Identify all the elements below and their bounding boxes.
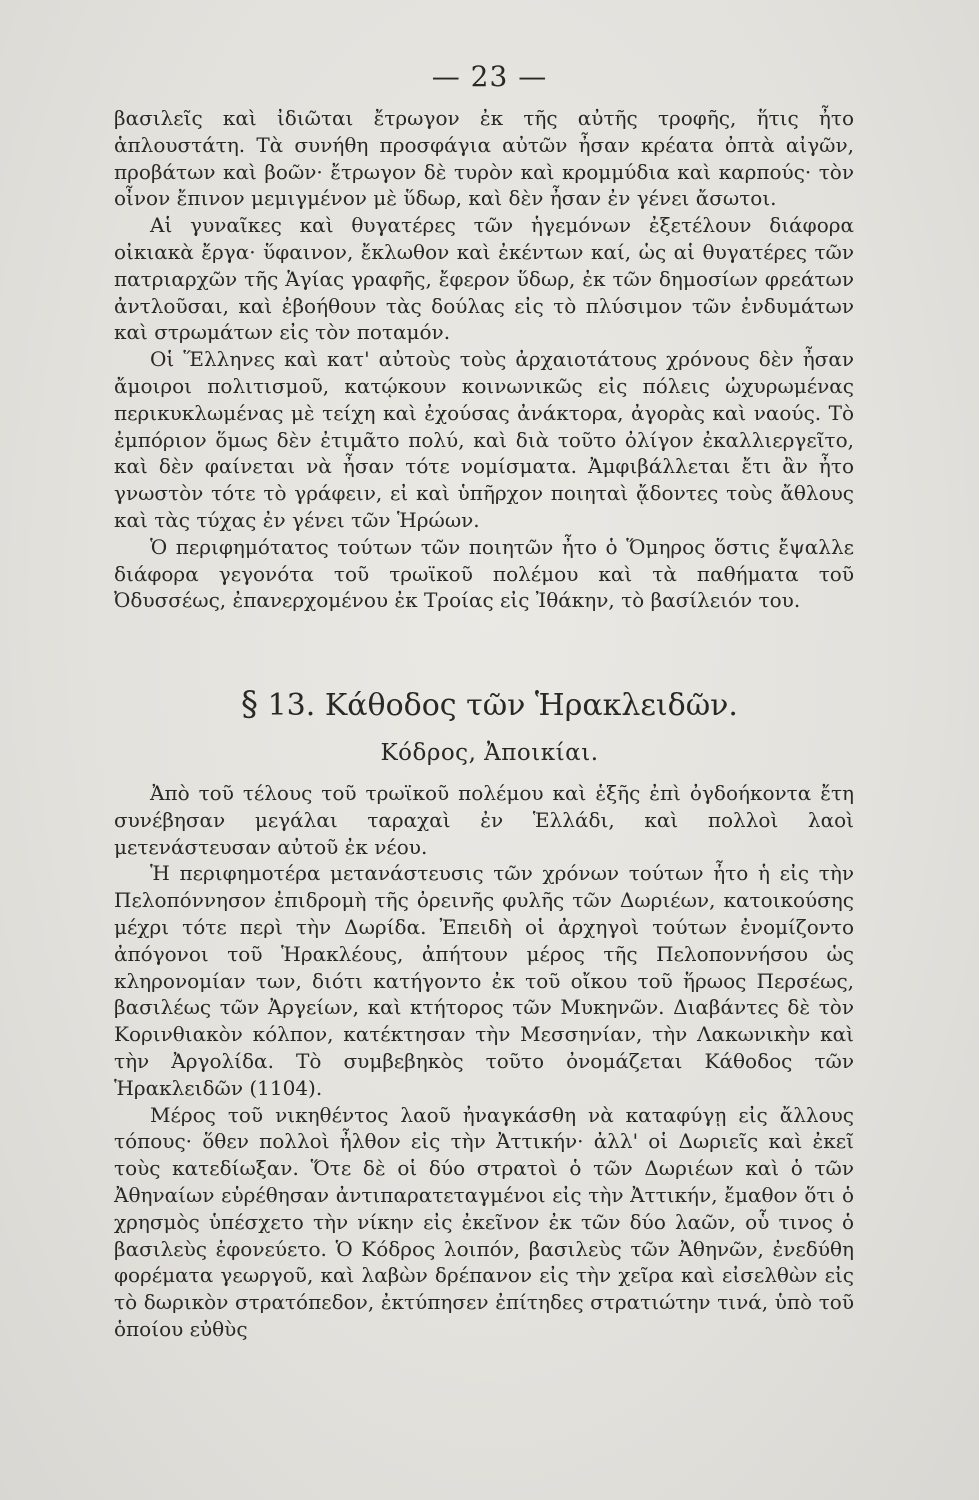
body-text-top — [114, 105, 854, 614]
section-sign: § — [241, 684, 259, 724]
paragraph: Αἱ γυναῖκες καὶ θυγατέρες τῶν ἡγεμόνων ἐξετέλουν διάφορα οἰκιακὰ ἔργα· ὕφαινον, ἔκλωθον καὶ ἐκέντων καί, ὡς αἱ θυγατέρες τῶν πατριαρχῶν τῆς Ἁγίας γραφῆς, ἔφερον ὕδωρ, ἐκ τῶν δημοσίων φρεάτων ἀντλοῦσαι, καὶ ἐβοήθουν τὰς δούλας εἰς τὸ πλύσιμον τῶν ἐνδυμάτων καὶ στρωμάτων εἰς τὸν ποταμόν. — [114, 213, 854, 345]
body-text-bottom — [114, 780, 854, 1343]
paragraph: βασιλεῖς καὶ ἰδιῶται ἔτρωγον ἐκ τῆς αὐτῆς τροφῆς, ἥτις ἦτο ἁπλουστάτη. Τὰ συνήθη προσφάγια αὐτῶν ἦσαν κρέατα ὀπτὰ αἰγῶν, προβάτων καὶ βοῶν· ἔτρωγον δὲ τυρὸν καὶ κρομμύδια καὶ καρπούς· τὸν οἶνον ἔπινον μεμιγμένον μὲ ὕδωρ, καὶ δὲν ἦσαν ἐν γένει ἄσωτοι. — [114, 106, 854, 211]
paragraph: Ὁ περιφημότατος τούτων τῶν ποιητῶν ἦτο ὁ Ὅμηρος ὅστις ἔψαλλε διάφορα γεγονότα τοῦ τρωϊκοῦ πολέμου καὶ τὰ παθήματα τοῦ Ὀδυσσέως, ἐπανερχομένου ἐκ Τροίας εἰς Ἰθάκην, τὸ βασίλειόν του. — [114, 534, 854, 613]
paragraph: Μέρος τοῦ νικηθέντος λαοῦ ἠναγκάσθη νὰ καταφύγῃ εἰς ἄλλους τόπους· ὅθεν πολλοὶ ἦλθον εἰς τὴν Ἀττικήν· ἀλλ' οἱ Δωριεῖς καὶ ἐκεῖ τοὺς κατεδίωξαν. Ὅτε δὲ οἱ δύο στρατοὶ ὁ τῶν Δωριέων καὶ ὁ τῶν Ἀθηναίων εὑρέθησαν ἀντιπαρατεταγμένοι εἰς τὴν Ἀττικήν, ἔμαθον ὅτι ὁ χρησμὸς ὑπέσχετο τὴν νίκην εἰς ἐκεῖνον ἐκ τῶν δύο λαῶν, οὗ τινος ὁ βασιλεὺς ἐφονεύετο. Ὁ Κόδρος λοιπόν, βασιλεὺς τῶν Ἀθηνῶν, ἐνεδύθη φορέματα γεωργοῦ, καὶ λαβὼν δρέπανον εἰς τὴν χεῖρα καὶ εἰσελθὼν εἰς τὸ δωρικὸν στρατόπεδον, ἐκτύπησεν ἐπίτηδες στρατιώτην τινά, ὑπὸ τοῦ ὁποίου εὐθὺς — [114, 1102, 854, 1341]
page-number: — 23 — — [431, 60, 548, 93]
paragraph: Ἀπὸ τοῦ τέλους τοῦ τρωϊκοῦ πολέμου καὶ ἑξῆς ἐπὶ ὀγδοήκοντα ἔτη συνέβησαν μεγάλαι ταραχαὶ ἐν Ἑλλάδι, καὶ πολλοὶ λαοὶ μετενάστευσαν αὐτοῦ ἐκ νέου. — [114, 781, 854, 859]
paragraph: Ἡ περιφημοτέρα μετανάστευσις τῶν χρόνων τούτων ἦτο ἡ εἰς τὴν Πελοπόννησον ἐπιδρομὴ τῆς ὀρεινῆς φυλῆς τῶν Δωριέων, κατοικούσης μέχρι τότε περὶ τὴν Δωρίδα. Ἐπειδὴ οἱ ἀρχηγοὶ τούτων ἐνομίζοντο ἀπόγονοι τοῦ Ἡρακλέους, ἀπήτουν μέρος τῆς Πελοποννήσου ὡς κληρονομίαν των, διότι κατήγοντο ἐκ τοῦ οἴκου τοῦ ἥρωος Περσέως, βασιλέως τῶν Ἀργείων, καὶ κτήτορος τῶν Μυκηνῶν. Διαβάντες δὲ τὸν Κορινθιακὸν κόλπον, κατέκτησαν τὴν Μεσσηνίαν, τὴν Λακωνικὴν καὶ τὴν Ἀργολίδα. Τὸ συμβεβηκὸς τοῦτο ὀνομάζεται Κάθοδος τῶν Ἡρακλειδῶν (1104). — [114, 861, 854, 1100]
section-subtitle: Κόδρος, Ἀποικίαι. — [380, 740, 599, 766]
paragraph: Οἱ Ἕλληνες καὶ κατ' αὐτοὺς τοὺς ἀρχαιοτάτους χρόνους δὲν ἦσαν ἄμοιροι πολιτισμοῦ, κατῴκουν κοινωνικῶς εἰς πόλεις ὠχυρωμένας περικυκλωμένας μὲ τείχη καὶ ἐχούσας ἀνάκτορα, ἀγορὰς καὶ ναούς. Τὸ ἐμπόριον ὅμως δὲν ἐτιμᾶτο πολύ, καὶ διὰ τοῦτο ὀλίγον ἐκαλλιεργεῖτο, καὶ δὲν φαίνεται νὰ ἦσαν τότε νομίσματα. Ἀμφιβάλλεται ἔτι ἂν ἦτο γνωστὸν τότε τὸ γράφειν, εἰ καὶ ὑπῆρχον ποιηταὶ ᾄδοντες τοὺς ἄθλους καὶ τὰς τύχας ἐν γένει τῶν Ἡρώων. — [114, 347, 854, 532]
section-title: Κάθοδος τῶν Ἡρακλειδῶν. — [324, 688, 738, 723]
section-heading — [0, 686, 979, 724]
section-number: 13. — [267, 688, 316, 723]
